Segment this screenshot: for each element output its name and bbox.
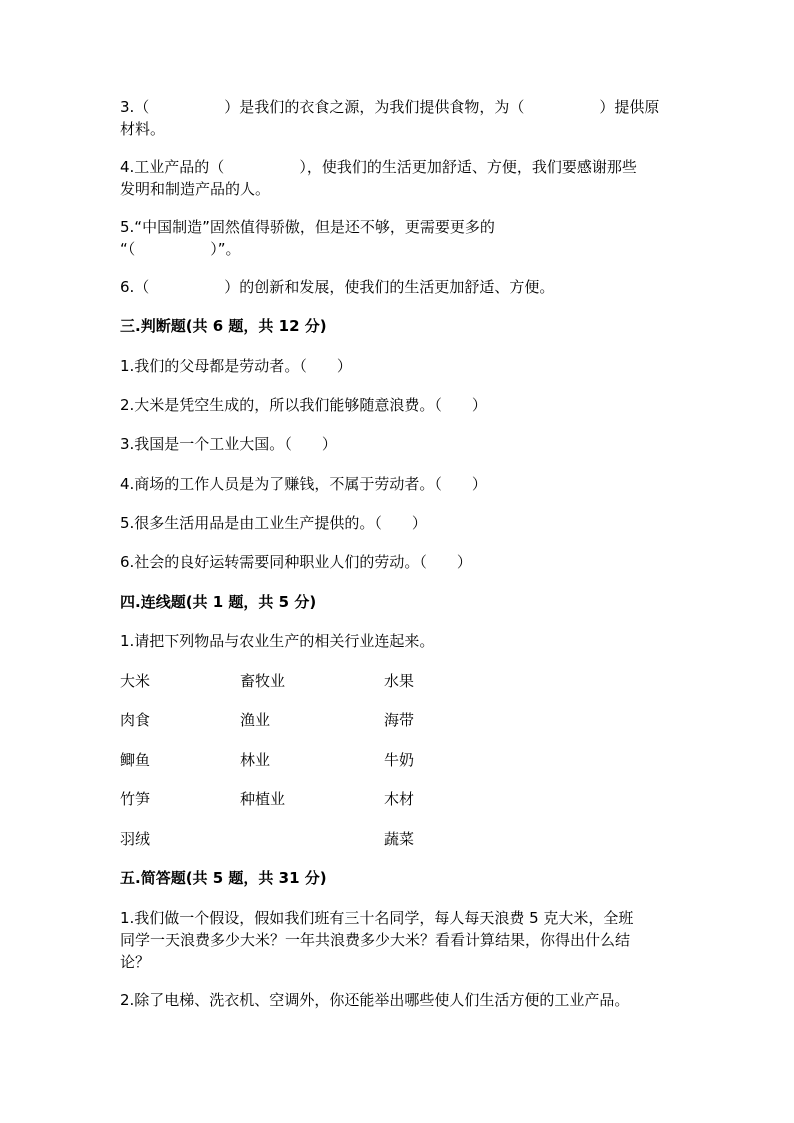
match-item-middle-2: 渔业 [240,711,271,729]
match-item-middle-3: 林业 [240,751,271,769]
match-item-right-5: 蔬菜 [384,830,415,848]
section5-q1-line3: 论？ [120,953,151,971]
section3-item-5: 5.很多生活用品是由工业生产提供的。（ ） [120,514,427,532]
fill-blank-q4-line1: 4.工业产品的（ ），使我们的生活更加舒适、方便，我们要感谢那些 [120,158,637,176]
section3-item-2: 2.大米是凭空生成的，所以我们能够随意浪费。（ ） [120,396,487,414]
section5-q1-line2: 同学一天浪费多少大米？一年共浪费多少大米？看看计算结果，你得出什么结 [120,931,631,949]
section5-title: 五.简答题(共 5 题，共 31 分) [120,869,327,887]
match-item-left-1: 大米 [120,672,151,690]
match-item-right-2: 海带 [384,711,415,729]
section3-item-1: 1.我们的父母都是劳动者。（ ） [120,357,352,375]
match-item-right-3: 牛奶 [384,751,415,769]
section5-q1-line1: 1.我们做一个假设，假如我们班有三十名同学，每人每天浪费 5 克大米，全班 [120,909,634,927]
section3-item-3: 3.我国是一个工业大国。（ ） [120,435,337,453]
section4-title: 四.连线题(共 1 题，共 5 分) [120,593,317,611]
fill-blank-q6: 6.（ ）的创新和发展，使我们的生活更加舒适、方便。 [120,278,555,296]
match-item-left-3: 鲫鱼 [120,751,151,769]
match-item-right-1: 水果 [384,672,415,690]
match-item-right-4: 木材 [384,790,415,808]
match-item-left-4: 竹笋 [120,790,151,808]
section4-question: 1.请把下列物品与农业生产的相关行业连起来。 [120,632,435,650]
fill-blank-q5-line2: “（ ）”。 [120,240,241,258]
section5-q2: 2.除了电梯、洗衣机、空调外，你还能举出哪些使人们生活方便的工业产品。 [120,991,630,1009]
fill-blank-q3-line1: 3.（ ）是我们的衣食之源，为我们提供食物，为（ ）提供原 [120,98,660,116]
section3-title: 三.判断题(共 6 题，共 12 分) [120,317,327,335]
fill-blank-q5-line1: 5.“中国制造”固然值得骄傲，但是还不够，更需要更多的 [120,218,495,236]
match-item-left-5: 羽绒 [120,830,151,848]
match-item-middle-4: 种植业 [240,790,286,808]
match-item-middle-1: 畜牧业 [240,672,286,690]
fill-blank-q3-line2: 材料。 [120,120,166,138]
fill-blank-q4-line2: 发明和制造产品的人。 [120,180,271,198]
match-item-left-2: 肉食 [120,711,151,729]
section3-item-4: 4.商场的工作人员是为了赚钱，不属于劳动者。（ ） [120,475,487,493]
section3-item-6: 6.社会的良好运转需要同种职业人们的劳动。（ ） [120,553,472,571]
